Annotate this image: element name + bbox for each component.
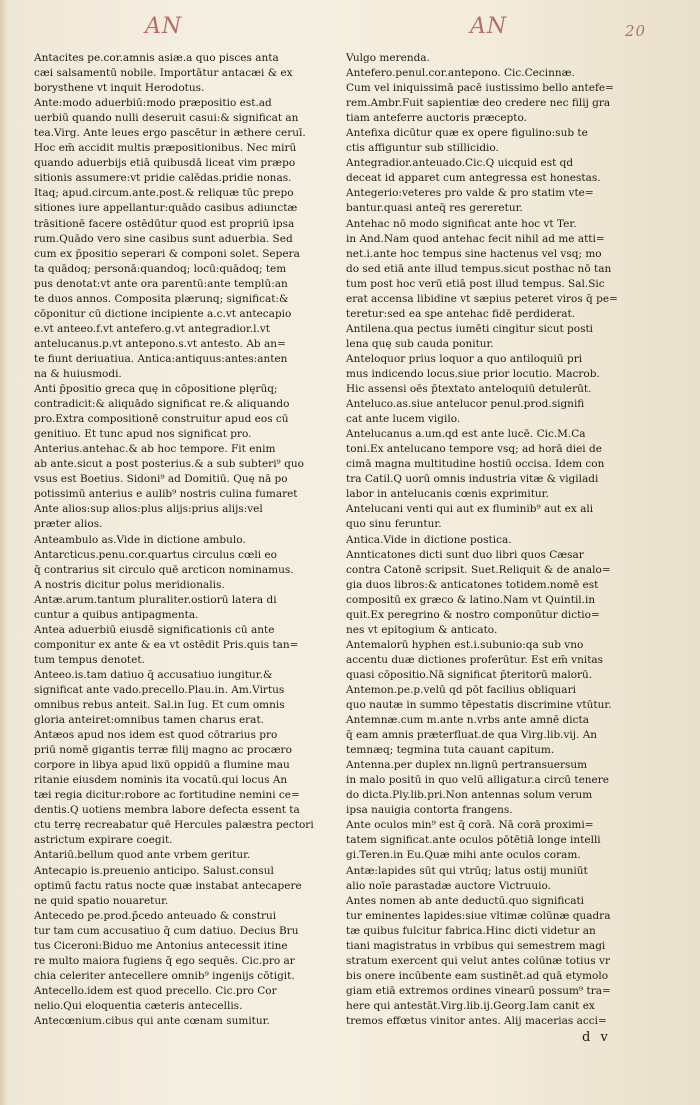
text-line: Antenna.per duplex nn.lignū pertransuersum xyxy=(346,759,588,772)
text-line: tea.Virg. Ante leues ergo pascētur in æthere ceruī. xyxy=(34,127,306,140)
text-line: Antacites pe.cor.amnis asiæ.a quo pisces anta xyxy=(34,52,279,64)
text-line: tæ quibus fulcitur fabrica.Hinc dicti videtur an xyxy=(346,924,596,937)
text-line: tus Ciceroni:Biduo me Antonius antecessit itine xyxy=(34,939,288,952)
text-line: Ante alios:sup alios:plus alijs:prius alijs:vel xyxy=(34,503,263,516)
right-text-column xyxy=(346,51,651,1029)
running-head-right: AN xyxy=(470,14,508,39)
signature-mark: d v xyxy=(582,1030,611,1045)
text-line: ctu terrę recreabatur quē Hercules palæstra pectori xyxy=(34,819,314,832)
page-number: 20 xyxy=(625,22,647,40)
text-line: nes vt epitogium & anticato. xyxy=(346,623,498,636)
text-line: gia duos libros:& anticatones totidem.nomē est xyxy=(346,578,599,591)
left-text-column xyxy=(34,51,339,1029)
text-line: alio noīe parastadæ auctore Victruuio. xyxy=(346,879,551,892)
text-line: rem.Ambr.Fuit sapientiæ deo credere nec filij gra xyxy=(346,97,611,110)
text-line: Antelucani venti qui aut ex fluminib⁹ aut ex ali xyxy=(346,503,594,516)
text-line: bantur.quasi anteq̄ res gereretur. xyxy=(346,202,523,215)
text-line: A nostris dicitur polus meridionalis. xyxy=(34,578,225,591)
text-line: gi.Teren.in Eu.Quæ mihi ante oculos coram. xyxy=(346,849,581,862)
text-line: temnæq; tegmina tuta cauant capitum. xyxy=(346,744,555,757)
text-line: Anti p̄positio greca quę in cōpositione plęrūq; xyxy=(34,383,278,396)
text-line: cæi salsamentū nobile. Importātur antacæi & ex xyxy=(34,67,293,80)
text-line: ritanie eiusdem nominis ita vocatū.qui locus An xyxy=(34,774,288,787)
text-line: præter alios. xyxy=(34,518,103,531)
text-line: componitur ex ante & ea vt ostēdit Pris.quis tan= xyxy=(34,638,299,651)
text-line: re multo maiora fugiens q̄ ego sequēs. Cic.pro ar xyxy=(34,954,295,967)
text-line: significat ante vado.precello.Plau.in. Am.Virtus xyxy=(34,683,285,696)
text-line: cuntur a quibus antipagmenta. xyxy=(34,608,199,621)
text-line: ctis affiguntur sub stillicidio. xyxy=(346,142,499,155)
text-line: genitiuo. Et tunc apud nos significat pro. xyxy=(34,428,252,441)
text-line: deceat id apparet cum antegressa est honestas. xyxy=(346,172,601,185)
text-line: tra Catil.Q uorū omnis industria vitæ & vigiladi xyxy=(346,473,599,486)
text-line: ne quid spatio nouaretur. xyxy=(34,894,169,907)
text-line: mus indicendo locus.siue prior locutio. Macrob. xyxy=(346,367,600,380)
text-line: uerbiū quando nulli deseruit casui:& significat an xyxy=(34,112,299,125)
text-line: cimā magna multitudine hostiū occisa. Idem con xyxy=(346,458,605,471)
text-line: gloria anteiret:omnibus tamen charus erat. xyxy=(34,714,265,727)
text-line: Antehac nō modo significat ante hoc vt Ter. xyxy=(346,217,577,230)
text-line: tur eminentes lapides:siue vltimæ colūnæ quadra xyxy=(346,909,611,922)
text-line: e.vt anteeo.f.vt antefero.g.vt antegradior.l.vt xyxy=(34,322,271,335)
text-line: nelio.Qui eloquentia cæteris antecellis. xyxy=(34,999,243,1012)
text-line: teretur:sed ea spe antehac fidē perdiderat. xyxy=(346,307,576,320)
text-line: priū nomē gigantis terræ filij magno ac procæro xyxy=(34,744,292,757)
text-line: Anteloquor prius loquor a quo antiloquiū pri xyxy=(346,352,583,365)
text-line: toni.Ex antelucano tempore vsq; ad horā diei de xyxy=(346,443,602,456)
text-line: Antegerio:veteres pro valde & pro statim vte= xyxy=(346,187,594,200)
text-line: Hic assensi oēs p̄textato anteloquiū detulerūt. xyxy=(346,383,592,396)
text-line: Vulgo merenda. xyxy=(346,52,430,64)
text-line: omnibus rebus anteit. Sal.in Iug. Et cum omnis xyxy=(34,699,285,712)
text-line: do dicta.Ply.lib.pri.Non antennas solum verum xyxy=(346,789,593,802)
text-line: Antilena.qua pectus iumēti cingitur sicut posti xyxy=(346,322,594,335)
text-line: contradicit:& aliquādo significat re.& aliquando xyxy=(34,398,290,411)
text-line: tur tam cum accusatiuo q̄ cum datiuo. Decius Bru xyxy=(34,924,299,937)
text-line: optimū factu ratus nocte quæ instabat antecapere xyxy=(34,879,302,892)
text-line: potissimū anterius e aulib⁹ nostris culina fumaret xyxy=(34,488,298,501)
text-line: Antecapio is.preuenio anticipo. Salust.consul xyxy=(34,864,274,877)
text-line: Antariū.bellum quod ante vrbem geritur. xyxy=(34,849,251,862)
text-line: compositū ex græco & latino.Nam vt Quintil.in xyxy=(346,593,596,606)
text-line: accentu duæ dictiones proferūtur. Est em̄ vnitas xyxy=(346,653,604,666)
text-line: labor in antelucanis cœnis exprimitur. xyxy=(346,488,549,501)
text-line: Antecedo pe.prod.p̄cedo anteuado & construi xyxy=(34,909,277,922)
text-line: bis onere incūbente eam sustinēt.ad quā etymolo xyxy=(346,969,609,982)
text-line: Antefero.penul.cor.antepono. Cic.Cecinnæ. xyxy=(346,67,575,80)
text-line: quit.Ex peregrino & nostro componūtur dictio= xyxy=(346,608,600,621)
text-line: Antes nomen ab ante deductū.quo significati xyxy=(346,894,585,907)
text-line: Antemon.pe.p.velū qd pōt facilius obliquari xyxy=(346,683,576,696)
text-line: sitiones iure appellantur:quādo casibus adiunctæ xyxy=(34,202,298,215)
text-line: antelucanus.p.vt antepono.s.vt antesto. Ab an= xyxy=(34,337,286,350)
text-line: Antæ:lapides sūt qui vtrūq; latus ostij muniūt xyxy=(346,864,588,877)
text-line: tum tempus denotet. xyxy=(34,653,145,666)
text-line: na & huiusmodi. xyxy=(34,367,122,380)
text-line: te fiunt deriuatiua. Antica:antiquus:antes:anten xyxy=(34,352,288,365)
text-line: Antelucanus a.um.qd est ante lucē. Cic.M.Ca xyxy=(346,428,586,441)
text-line: Itaq; apud.circum.ante.post.& reliquæ tūc prepo xyxy=(34,187,294,200)
text-line: Antæos apud nos idem est quod cōtrarius pro xyxy=(34,729,278,742)
text-line: Antegradior.anteuado.Cic.Q uicquid est qd xyxy=(346,157,574,170)
text-line: in malo positū in quo velū alligatur.a circū tenere xyxy=(346,774,609,787)
text-line: borysthene vt inquit Herodotus. xyxy=(34,82,205,95)
text-line: net.i.ante hoc tempus sine hactenus vel vsq; mo xyxy=(346,247,602,260)
text-line: quasi cōpositio.Nā significat p̄teritorū malorū. xyxy=(346,668,593,681)
text-line: Cum vel iniquissimā pacē iustissimo bello antefe= xyxy=(346,82,614,95)
text-line: tæi regia dicitur:robore ac fortitudine nemini ce= xyxy=(34,789,300,802)
text-line: Ante:modo aduerbiū:modo præpositio est.ad xyxy=(34,97,272,110)
text-line: te duos annos. Composita plærunq; significat:& xyxy=(34,292,289,305)
text-line: ab ante.sicut a post posterius.& a sub subteri⁹ quo xyxy=(34,458,304,471)
text-line: Hoc em̄ accidit multis præpositionibus. Nec mirū xyxy=(34,142,297,155)
text-line: pro.Extra compositionē construitur apud eos cū xyxy=(34,413,289,426)
text-line: erat accensa libidine vt sæpius peteret viros q̄ pe= xyxy=(346,292,618,305)
text-line: tremos effœtus vinitor antes. Alij macerias acci= xyxy=(346,1015,607,1027)
text-line: Antemalorū hyphen est.i.subunio:qa sub vno xyxy=(346,638,584,651)
text-line: quo sinu feruntur. xyxy=(346,518,442,531)
text-line: Antefixa dicūtur quæ ex opere figulino:sub te xyxy=(346,127,588,140)
text-line: tiani magistratus in vrbibus qui semestrem magi xyxy=(346,939,606,952)
text-line: Antica.Vide in dictione postica. xyxy=(346,533,512,546)
text-line: Annticatones dicti sunt duo libri quos Cæsar xyxy=(346,548,584,561)
text-line: quando aduerbijs etiā quibusdā liceat vim præpo xyxy=(34,157,296,170)
text-line: astrictum expirare coegit. xyxy=(34,834,173,847)
text-line: trāsitionē facere ostēdūtur quod est propriū ipsa xyxy=(34,217,295,230)
text-line: pus denotat:vt ante ora parentū:ante templū:an xyxy=(34,277,288,290)
text-line: Antæ.arum.tantum pluraliter.ostiorū latera di xyxy=(34,593,277,606)
text-line: Anterius.antehac.& ab hoc tempore. Fit enim xyxy=(34,443,276,456)
text-line: Ante oculos min⁹ est q̄ corā. Nā corā proximi= xyxy=(346,819,594,832)
text-line: ta quādoq; personā:quandoq; locū:quādoq; tem xyxy=(34,262,287,275)
text-line: cat ante lucem vigilo. xyxy=(346,413,461,426)
text-line: Antarcticus.penu.cor.quartus circulus cœli eo xyxy=(34,548,277,561)
running-head-left: AN xyxy=(145,14,183,39)
text-line: quo nautæ in summo tēpestatis discrimine vtūtur. xyxy=(346,699,612,712)
text-line: do sed etiā ante illud tempus.sicut posthac nō tan xyxy=(346,262,612,275)
text-line: Antecello.idem est quod precello. Cic.pro Cor xyxy=(34,984,277,997)
text-line: vsus est Boetius. Sidoni⁹ ad Domitiū. Quę nā po xyxy=(34,473,288,486)
text-line: Antemnæ.cum m.ante n.vrbs ante amnē dicta xyxy=(346,714,589,727)
text-line: Antecœnium.cibus qui ante cœnam sumitur. xyxy=(34,1015,270,1027)
text-line: in And.Nam quod antehac fecit nihil ad me atti= xyxy=(346,232,605,245)
text-line: q̄ eam amnis præterfluat.de qua Virg.lib.vij. An xyxy=(346,729,598,742)
text-line: q̄ contrarius sit circulo quē arcticon nominamus. xyxy=(34,563,294,576)
text-line: Antea aduerbiū eiusdē significationis cū ante xyxy=(34,623,275,636)
text-line: giam etiā extremos ordines vinearū possum⁹ tra= xyxy=(346,984,611,997)
text-line: corpore in libya apud lixū oppidū a flumine mau xyxy=(34,759,290,772)
text-line: dentis.Q uotiens membra labore defecta essent ta xyxy=(34,804,300,817)
text-line: cōponitur cū dictione incipiente a.c.vt antecapio xyxy=(34,307,292,320)
text-line: here qui antestāt.Virg.lib.ij.Georg.Iam canit ex xyxy=(346,999,595,1012)
text-line: Anteeo.is.tam datiuo q̄ accusatiuo iungitur.& xyxy=(34,668,273,681)
text-line: tiam anteferre auctoris præcepto. xyxy=(346,112,527,125)
text-line: lena quę sub cauda ponitur. xyxy=(346,337,494,350)
text-line: Anteambulo as.Vide in dictione ambulo. xyxy=(34,533,246,546)
text-line: rum.Quādo vero sine casibus sunt aduerbia. Sed xyxy=(34,232,293,245)
text-line: sitionis assumere:vt pridie calēdas.pridie nonas. xyxy=(34,172,292,185)
text-line: tum post hoc verū etiā post illud tempus. Sal.Sic xyxy=(346,277,605,290)
text-line: Anteluco.as.siue antelucor penul.prod.signifi xyxy=(346,398,585,411)
page-edge xyxy=(0,0,8,1105)
text-line: contra Catonē scripsit. Suet.Reliquit & de analo= xyxy=(346,563,611,576)
text-line: stratum exercent qui velut antes colūnæ totius vr xyxy=(346,954,610,967)
text-line: tatem significat.ante oculos pōtētiā longe intelli xyxy=(346,834,601,847)
text-line: cum ex p̄positio seperari & componi solet. Sepera xyxy=(34,247,300,260)
text-line: chia celeriter antecellere omnib⁹ ingenijs cōtigit. xyxy=(34,969,295,982)
text-line: ipsa nauigia contorta frangens. xyxy=(346,804,513,817)
